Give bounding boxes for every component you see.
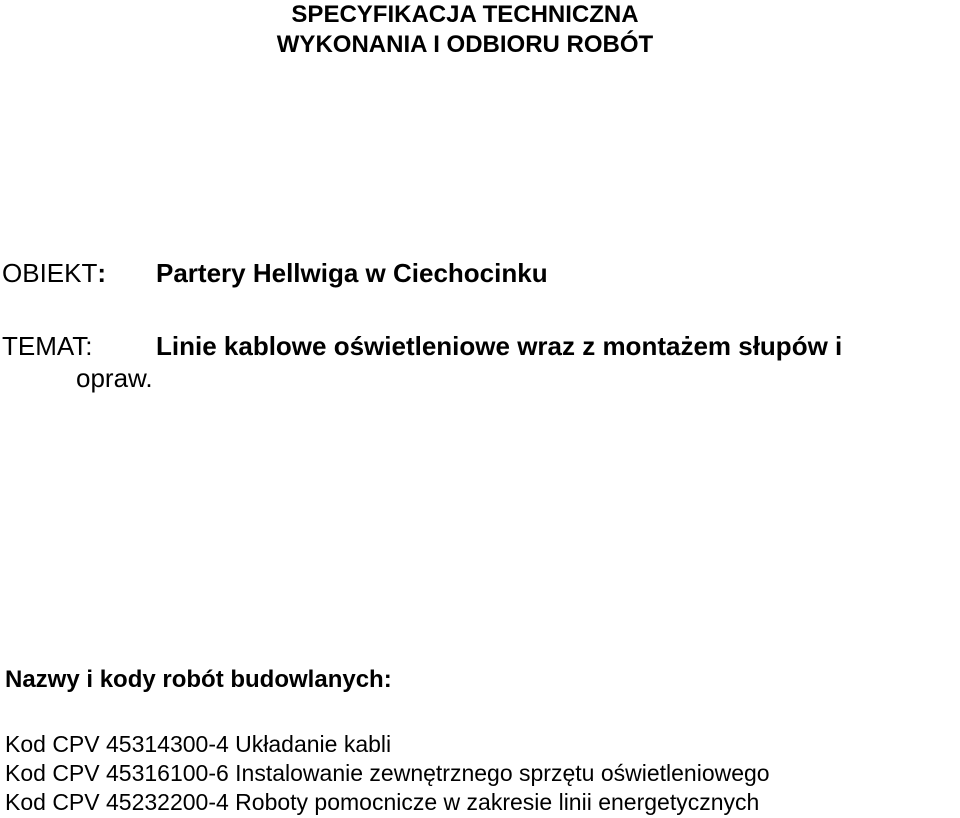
topic-label: TEMAT: (2, 331, 93, 361)
object-label (2, 257, 106, 289)
document-title-line-1: SPECYFIKACJA TECHNICZNA (291, 1, 639, 28)
works-heading: Nazwy i kody robót budowlanych: (5, 666, 392, 693)
object-label-colon: : (97, 258, 107, 288)
topic-value: Linie kablowe oświetleniowe wraz z montażem słupów i (156, 331, 843, 361)
cpv-code-item: Kod CPV 45232200-4 Roboty pomocnicze w zakresie linii energetycznych (5, 789, 760, 815)
cpv-code-item: Kod CPV 45316100-6 Instalowanie zewnętrznego sprzętu oświetleniowego (5, 760, 770, 786)
object-value: Partery Hellwiga w Ciechocinku (156, 258, 548, 288)
object-label-text: OBIEKT (2, 258, 98, 288)
topic-value-continuation: opraw. (76, 363, 153, 393)
cpv-code-item: Kod CPV 45314300-4 Układanie kabli (5, 731, 392, 757)
document-title-line-2: WYKONANIA I ODBIORU ROBÓT (276, 31, 654, 58)
cpv-code-list (5, 730, 770, 817)
